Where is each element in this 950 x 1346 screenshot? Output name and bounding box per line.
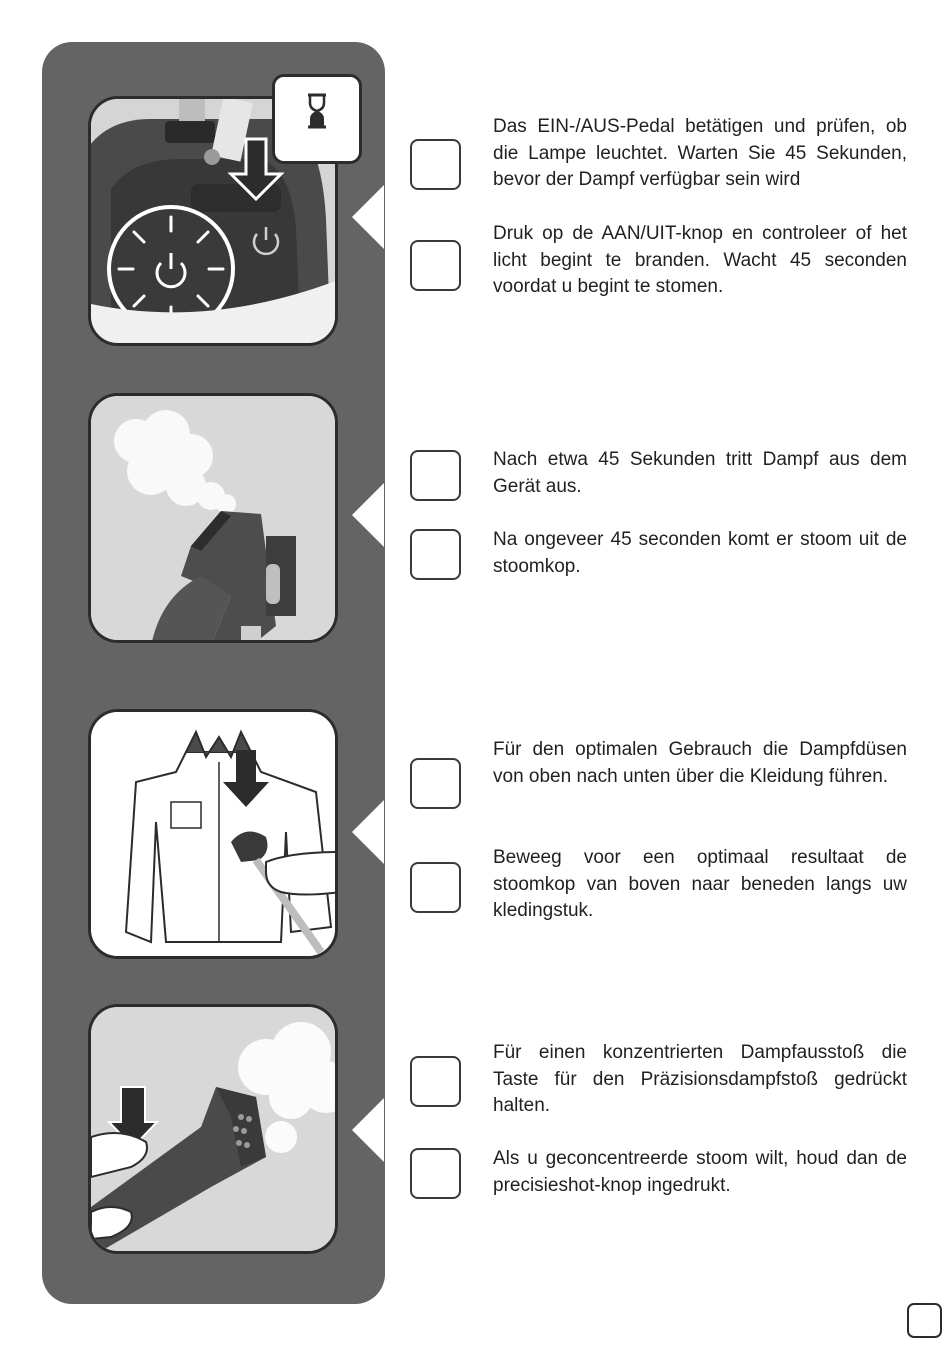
band-notch — [352, 185, 384, 249]
instruction-text-de: Nach etwa 45 Sekunden tritt Dampf aus dem Gerät aus. — [493, 449, 907, 497]
checkbox[interactable] — [410, 758, 461, 809]
instruction-text-de: Für den optimalen Gebrauch die Dampfdüsen von oben nach unten über die Kleidung führen. — [493, 739, 907, 787]
band-notch — [352, 1098, 384, 1162]
band-notch — [352, 483, 384, 547]
checkbox[interactable] — [410, 1148, 461, 1199]
illustration-shirt — [88, 709, 338, 959]
instruction-text-nl: Als u geconcentreerde stoom wilt, houd dan de precisieshot-knop ingedrukt. — [493, 1148, 907, 1196]
checkbox[interactable] — [410, 862, 461, 913]
checkbox[interactable] — [410, 139, 461, 190]
instruction-text-nl: Na ongeveer 45 seconden komt er stoom uit de stoomkop. — [493, 529, 907, 577]
illustration-steam-head — [88, 393, 338, 643]
page-number-box — [907, 1303, 942, 1338]
illustration-precision-shot — [88, 1004, 338, 1254]
band-notch — [352, 800, 384, 864]
checkbox[interactable] — [410, 1056, 461, 1107]
checkbox[interactable] — [410, 240, 461, 291]
checkbox[interactable] — [410, 450, 461, 501]
checkbox[interactable] — [410, 529, 461, 580]
instruction-text-de: Das EIN-/AUS-Pedal betätigen und prüfen, ob die Lampe leuchtet. Warten Sie 45 Sekunden, bevor der Dampf verfügbar sein wird — [493, 116, 907, 190]
instruction-text-de: Für einen konzentrierten Dampfausstoß die Taste für den Präzisionsdampfstoß gedrückt halten. — [493, 1042, 907, 1116]
instruction-text-nl: Druk op de AAN/UIT-knop en controleer of het licht begint te branden. Wacht 45 seconden voordat u begint te stomen. — [493, 223, 907, 297]
instruction-text-nl: Beweeg voor een optimaal resultaat de stoomkop van boven naar beneden langs uw kledingstuk. — [493, 847, 907, 921]
hourglass-icon — [272, 74, 362, 164]
